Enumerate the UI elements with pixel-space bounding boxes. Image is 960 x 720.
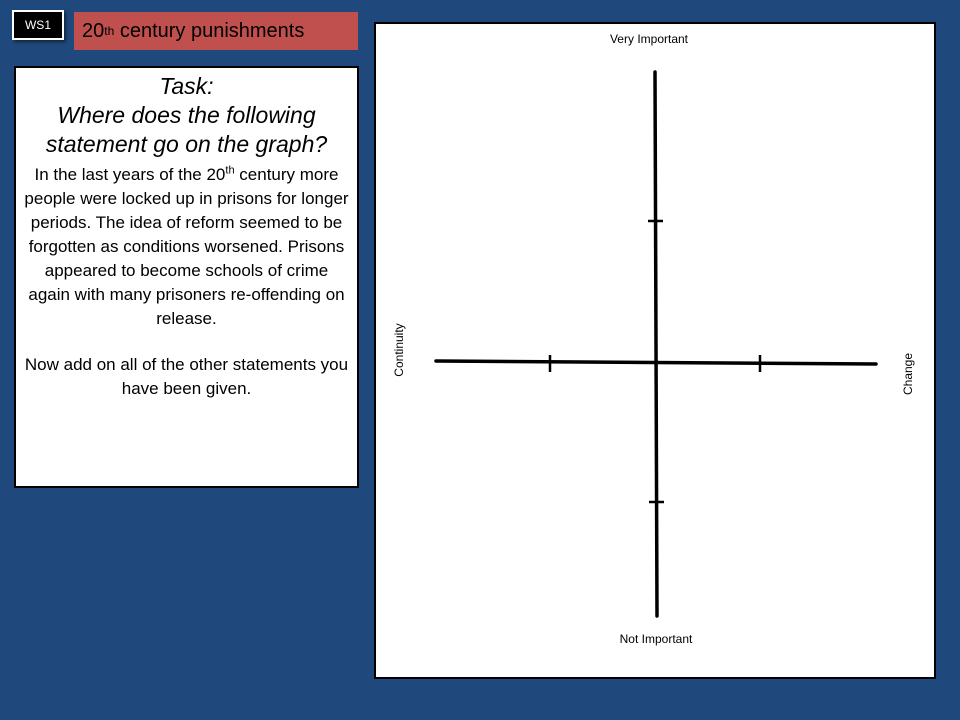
worksheet-badge-label: WS1 [24, 18, 51, 32]
top-axis-label: Very Important [609, 32, 689, 46]
worksheet-badge [12, 10, 64, 40]
task-statement [24, 163, 349, 331]
task-instruction: Now add on all of the other statements you have been given. [24, 355, 349, 398]
graph-panel [374, 22, 936, 679]
left-axis-label: Continuity [392, 323, 406, 377]
title-prefix: 20 [82, 19, 105, 42]
task-heading-line1: Task: [159, 73, 214, 99]
task-heading [24, 72, 349, 159]
title-suffix: century punishments [114, 19, 305, 42]
task-heading-line2: Where does the following statement go on the graph? [45, 102, 328, 157]
vertical-axis [655, 72, 657, 616]
statement-sup: th [225, 164, 235, 177]
importance-change-graph [376, 24, 934, 677]
bottom-axis-label: Not Important [619, 632, 693, 646]
statement-part2: century more people were locked up in prisons for longer periods. The idea of reform seemed to be forgotten as conditions worsened. Prisons appeared to become schools of crime again with many prisoners re-offending on release. [24, 165, 349, 328]
title-sup: th [104, 24, 115, 38]
page-title [74, 12, 358, 50]
statement-part1: In the last years of the 20 [34, 165, 226, 184]
right-axis-label: Change [901, 352, 915, 396]
task-box [14, 66, 359, 488]
horizontal-axis [436, 361, 876, 364]
